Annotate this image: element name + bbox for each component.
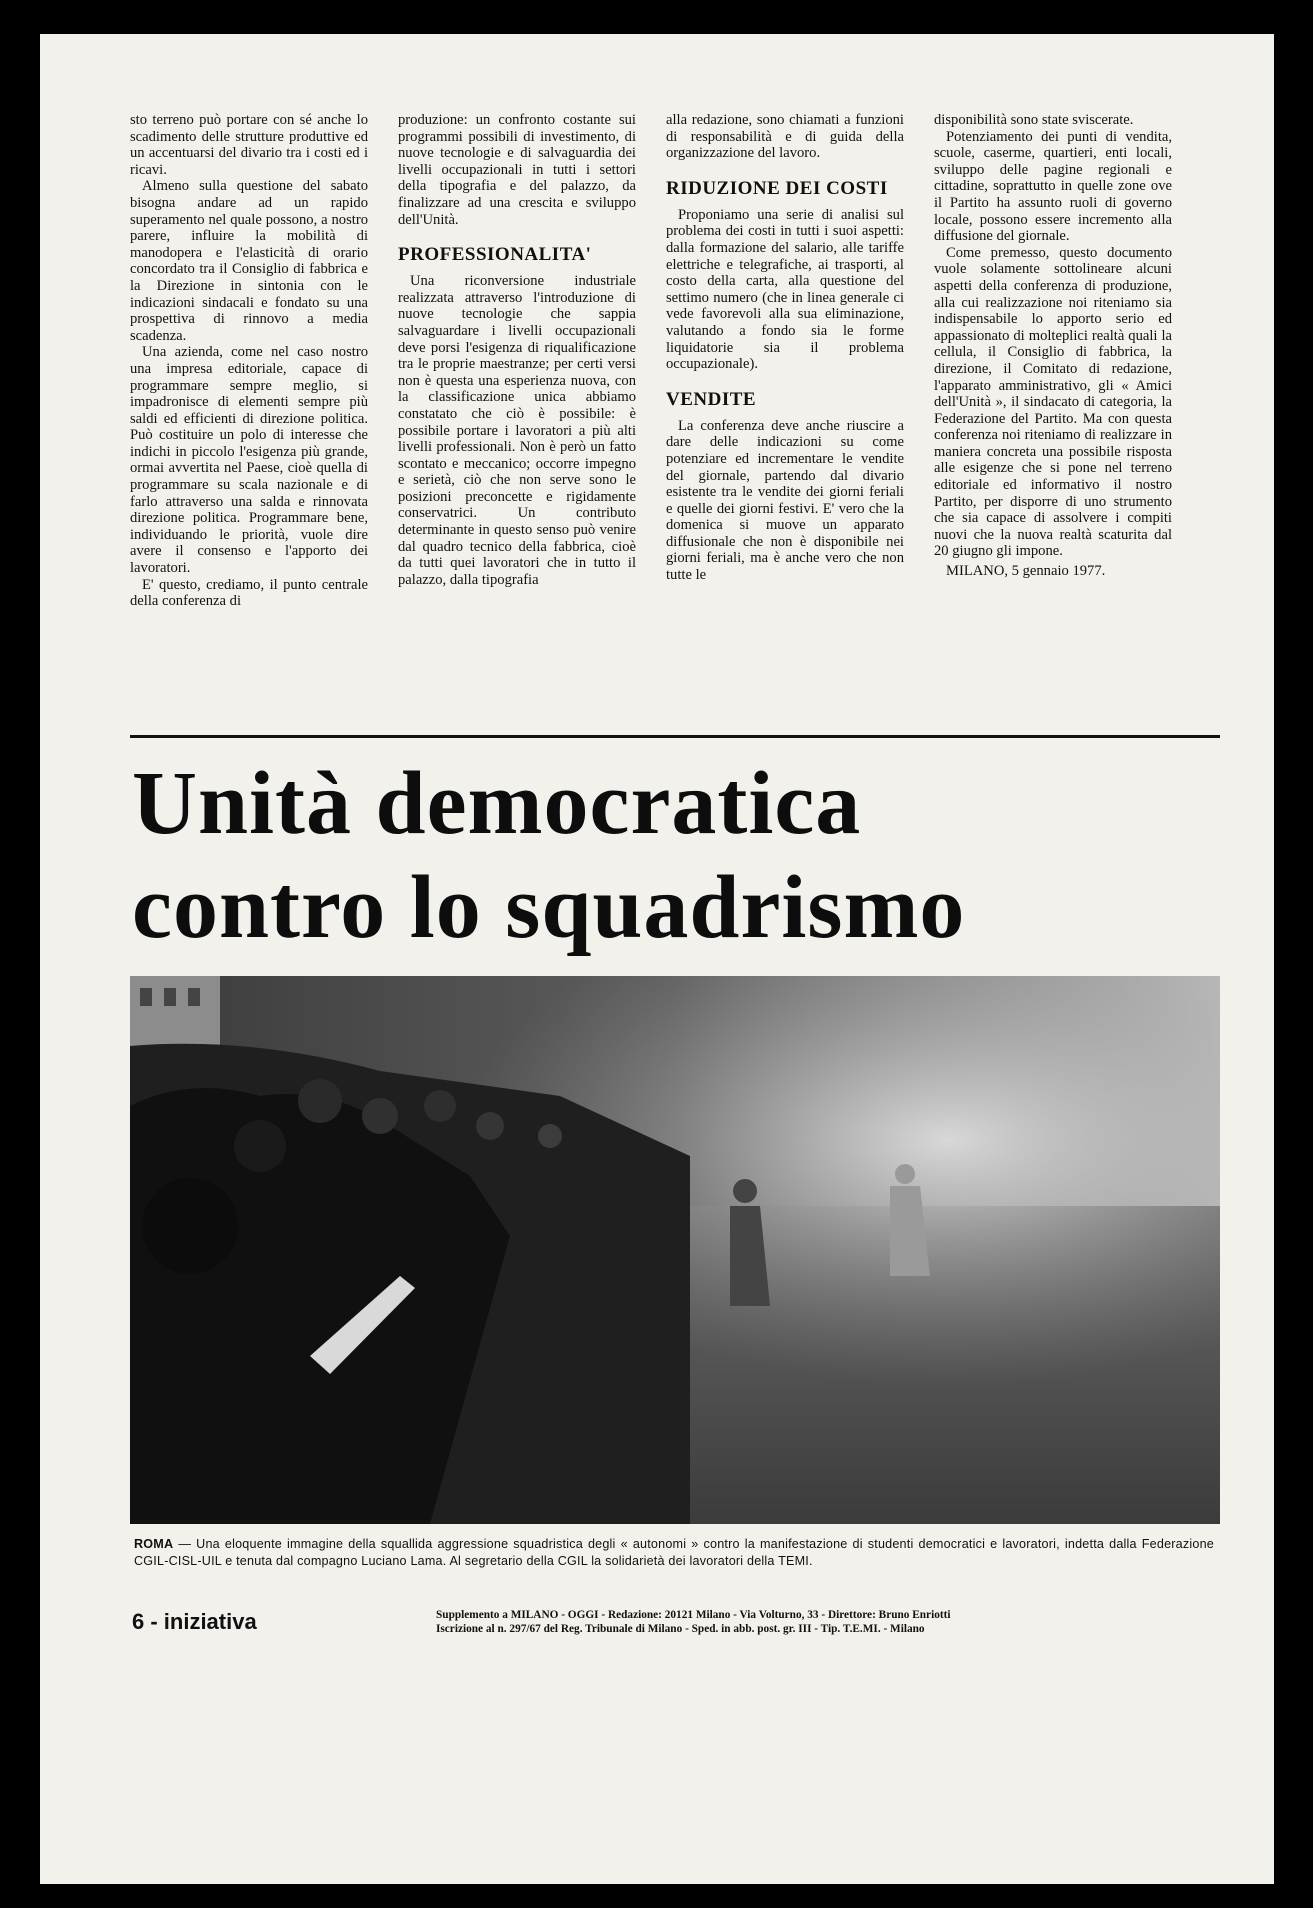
headline-line-1: Unità democratica [132,754,862,853]
headline-line-2: contro lo squadrismo [132,858,966,957]
crowd-photo-image [130,976,1220,1524]
caption-place: ROMA [134,1537,174,1551]
article-column-3 [666,112,904,584]
dateline: MILANO, 5 gennaio 1977. [946,563,1106,580]
paragraph: sto terreno può portare con sé anche lo scadimento delle strutture produttive ed un accentuarsi del divario tra i costi ed i ricavi. [130,112,368,178]
publication-info [436,1608,1220,1636]
paragraph: Come premesso, questo documento vuole solamente sottolineare alcuni aspetti della conferenza di produzione, alla cui realizzazione noi riteniamo sia indispensabile lo apporto serio ed appassionato di molteplici realtà quali la cellula, il Consiglio di fabbrica, la direzione, il Comitato di redazione, l'apparato amministrativo, gli « Amici dell'Unità », il sindacato di categoria, la Federazione del Partito. Ma con questa conferenza noi riteniamo di realizzare in maniera concreta una possibile risposta alle esigenze che si pone nel terreno editoriale ed informativo il nostro Partito, per disporre di uno strumento che sia capace di assolvere i compiti nuovi che la nuova realtà scaturita dal 20 giugno gli impone. [934,244,1172,560]
paragraph: produzione: un confronto costante sui programmi possibili di investimento, di nuove tecnologie e di salvaguardia dei livelli occupazionali in tutti i settori della tipografia e del palazzo, da finalizzare ad una crescita e sviluppo dell'Unità. [398,112,636,228]
horizontal-rule [130,735,1220,738]
paragraph: Una riconversione industriale realizzata attraverso l'introduzione di nuove tecnologie che sappia salvaguardare i livelli occupazionali deve porsi l'esigenza di riqualificazione tra le proprie maestranze; per certi versi non è questa una esperienza nuova, con la classificazione unica abbiamo constatato che ciò è possibile: è possibile portare i lavoratori a più alti livelli professionali. Non è però un fatto scontato e meccanico; occorre impegno e serietà, ciò che non serve sono le posizioni preconcette e rigidamente conservatrici. Un contributo determinante in questo senso può venire dal quadro tecnico della fabbrica, cioè da tutti quei lavoratori che in tutto il palazzo, dalla tipografia [398,273,636,588]
article-column-2 [398,112,636,588]
headline [132,752,1212,960]
paragraph: La conferenza deve anche riuscire a dare delle indicazioni su come potenziare ed incrementare le vendite del giornale, partendo dal divario esistente tra le vendite dei giorni feriali e quelle dei giorni festivi. E' vero che la domenica si muove un apparato diffusionale che non è disponibile nei giorni feriali, ma è anche vero che non tutte le [666,417,904,584]
paragraph: Almeno sulla questione del sabato bisogna andare ad un rapido superamento nel quale possono, a nostro parere, influire la mobilità di manodopera e l'elasticità di orario concordato tra il Consiglio di fabbrica e la Direzione in sintonia con le indicazioni sindacali e fondato su una prospettiva di rinnovo a media scadenza. [130,178,368,344]
news-photo [130,976,1220,1524]
paragraph: alla redazione, sono chiamati a funzioni di responsabilità e di guida della organizzazione del lavoro. [666,112,904,162]
publication-info-line-2: Iscrizione al n. 297/67 del Reg. Tribunale di Milano - Sped. in abb. post. gr. III - Tip. T.E.MI. - Milano [436,1623,925,1635]
newspaper-page [40,34,1274,1884]
page-number-label: 6 - iniziativa [132,1609,257,1634]
article-column-4 [934,112,1172,580]
paragraph: disponibilità sono state sviscerate. [934,112,1134,128]
section-heading-vendite: VENDITE [666,388,757,410]
caption-text: — Una eloquente immagine della squallida aggressione squadristica degli « autonomi » contro la manifestazione di studenti democratici e lavoratori, indetta dalla Federazione CGIL-CISL-UIL e tenuta dal compagno Luciano Lama. Al segretario della CGIL la solidarietà dei lavoratori della TEMI. [134,1537,1214,1568]
article-columns [130,112,1210,732]
paragraph: Potenziamento dei punti di vendita, scuole, caserme, quartieri, enti locali, sviluppo delle pagine regionali e cittadine, soprattutto in quelle zone ove il Partito ha assunto ruoli di governo locale, possono essere incremento alla diffusione del giornale. [934,128,1172,245]
section-heading-riduzione-costi: RIDUZIONE DEI COSTI [666,177,888,199]
paragraph: E' questo, crediamo, il punto centrale della conferenza di [130,576,368,610]
article-column-1 [130,112,368,610]
section-heading-professionalita: PROFESSIONALITA' [398,244,592,266]
paragraph: Proponiamo una serie di analisi sul problema dei costi in tutti i suoi aspetti: dalla formazione del salario, alle tariffe elettriche e telegrafiche, ai trasporti, al costo della carta, alla questione del settimo numero (che in linea generale ci vede favorevoli alla sua eliminazione, valutando a fondo sia le forme liquidatorie sia il problema occupazionale). [666,206,904,373]
paragraph: Una azienda, come nel caso nostro una impresa editoriale, capace di programmare sempre meglio, si impadronisce di elementi sempre più saldi ed efficienti di direzione politica. Può costituire un polo di interesse che indichi in piccolo l'esigenza più grande, ormai avvertita nel Paese, cioè quella di programmare su scala nazionale e di farlo attraverso una salda e rinnovata direzione politica. Programmare bene, individuando le priorità, vuole dire avere il consenso e l'apporto dei lavoratori. [130,344,368,577]
publication-info-line-1: Supplemento a MILANO - OGGI - Redazione: 20121 Milano - Via Volturno, 33 - Direttore: Bruno Enriotti [436,1609,951,1621]
photo-caption [134,1536,1214,1569]
